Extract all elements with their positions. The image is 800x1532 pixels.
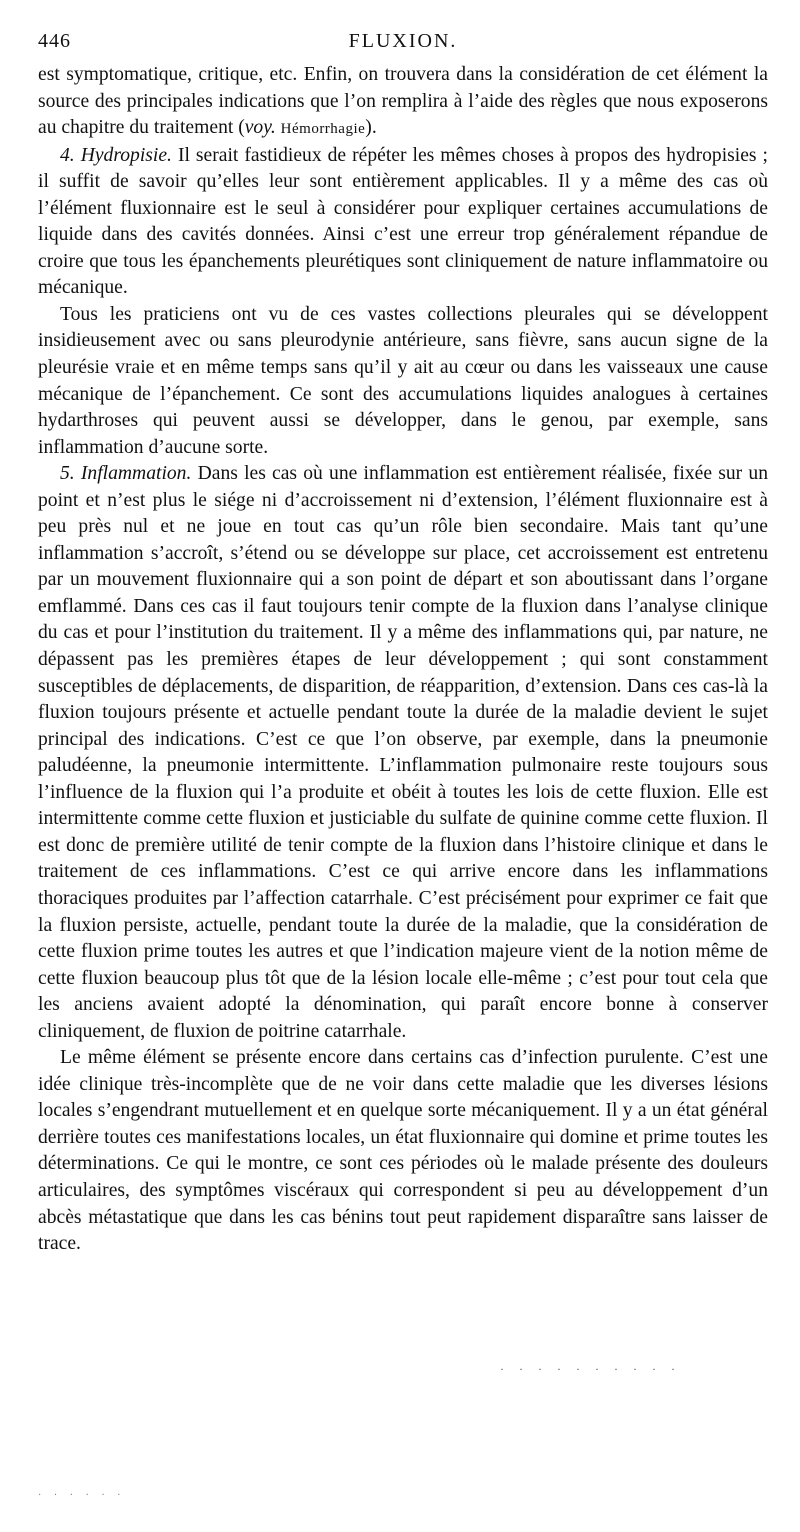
paragraph-text: Il serait fastidieux de répéter les mêmes choses à propos des hydropisies ; il suffit de savoir qu’elles leur sont entièrement applicables. Il y a même des cas où l’élément fluxionnaire est le seul à considérer pour expliquer certaines accumulations de liquide dans des cavités données. Ainsi c’est une erreur trop généralement répandue de croire que tous les épanchements pleurétiques sont cliniquement de nature inflammatoire ou mécanique. [38,144,768,299]
page-number: 446 [38,30,71,52]
voy-abbreviation: voy. [244,117,276,139]
running-title: FLUXION. [348,30,458,52]
section-label-inflammation: 5. Inflammation. [60,463,192,485]
running-head [38,30,768,56]
paragraph-text: Tous les praticiens ont vu de ces vastes collections pleurales qui se développent insidieusement avec ou sans pleurodynie antérieure, sans fièvre, sans aucun signe de la pleurésie vraie et en même temps sans qu’il y ait au cœur ou dans les vaisseaux une cause mécanique de l’épanchement. Ce sont des accumulations liquides analogues à certaines hydarthroses qui peuvent aussi se développer, dans le genou, par exemple, sans inflammation d’aucune sorte. [38,303,768,458]
print-speck-marks: · · · · · · · · · · [500,1362,681,1376]
paragraph-traitement-reference [38,62,768,143]
paragraph-text: est symptomatique, critique, etc. Enfin, on trouvera dans la considération de cet élément la source des principales indications que l’on remplira à l’aide des règles que nous exposerons au chapitre du traitement ( [38,64,768,139]
book-page [38,30,768,1258]
cross-reference-hemorrhagie: Hémorrhagie [280,121,366,138]
paragraph-collections-pleurales [38,302,768,461]
paragraph-inflammation [38,461,768,1045]
paragraph-text: Dans les cas où une inflammation est entièrement réalisée, fixée sur un point et n’est plus le siége ni d’accroissement ni d’extension, l’élément fluxionnaire est à peu près nul et ne joue en tout cas qu’un rôle bien secondaire. Mais tant qu’une inflammation s’accroît, s’étend ou se développe sur place, cet accroissement est entretenu par un mouvement fluxionnaire qui a son point de départ et son aboutissant dans l’organe emflammé. Dans ces cas il faut toujours tenir compte de la fluxion dans l’analyse clinique du cas et pour l’institution du traitement. Il y a même des inflammations qui, par nature, ne dépassent pas les premières étapes de leur développement ; qui sont constamment susceptibles de déplacements, de disparition, de réapparition, d’extension. Dans ces cas-là la fluxion toujours présente et actuelle pendant toute la durée de la maladie devient le sujet principal des indications. C’est ce que l’on observe, par exemple, dans la pneumonie paludéenne, la pneumonie intermittente. L’inflammation pulmonaire reste toujours sous l’influence de la fluxion qui l’a produite et obéit à toutes les lois de cette fluxion. Elle est intermittente comme cette fluxion et justiciable du sulfate de quinine comme cette fluxion. Il est donc de première utilité de tenir compte de la fluxion dans l’histoire clinique et dans le traitement de ces inflammations. C’est ce qui arrive encore dans les inflammations thoraciques produites par l’affection catarrhale. C’est précisément pour exprimer ce fait que la fluxion persiste, actuelle, pendant toute la durée de la maladie, que la considération de cette fluxion prime toutes les autres et que l’indication majeure vient de la notion même de cette fluxion beaucoup plus tôt que de la lésion locale elle-même ; c’est pour tout cela que les anciens avaient adopté la dénomination, qui paraît encore bonne à conserver cliniquement, de fluxion de poitrine catarrhale. [38,463,769,1042]
section-label-hydropisie: 4. Hydropisie. [60,144,172,166]
body-text [38,62,768,1258]
paragraph-text: Le même élément se présente encore dans certains cas d’infection purulente. C’est une idée clinique très-incomplète que de ne voir dans cette maladie que les diverses lésions locales s’engendrant mutuellement et en quelque sorte mécaniquement. Il y a un état général derrière toutes ces manifestations locales, un état fluxionnaire qui domine et prime toutes les déterminations. Ce qui le montre, ce sont ces périodes où le malade présente des douleurs articulaires, des symptômes viscéraux qui correspondent si peu au développement d’un abcès métastatique que dans les cas bénins tout peut rapidement disparaître sans laisser de trace. [38,1047,768,1255]
paragraph-tail: ). [365,117,377,139]
footer-speck-marks: · · · · · · [38,1490,126,1501]
paragraph-hydropisie [38,143,768,302]
paragraph-infection-purulente [38,1045,768,1257]
